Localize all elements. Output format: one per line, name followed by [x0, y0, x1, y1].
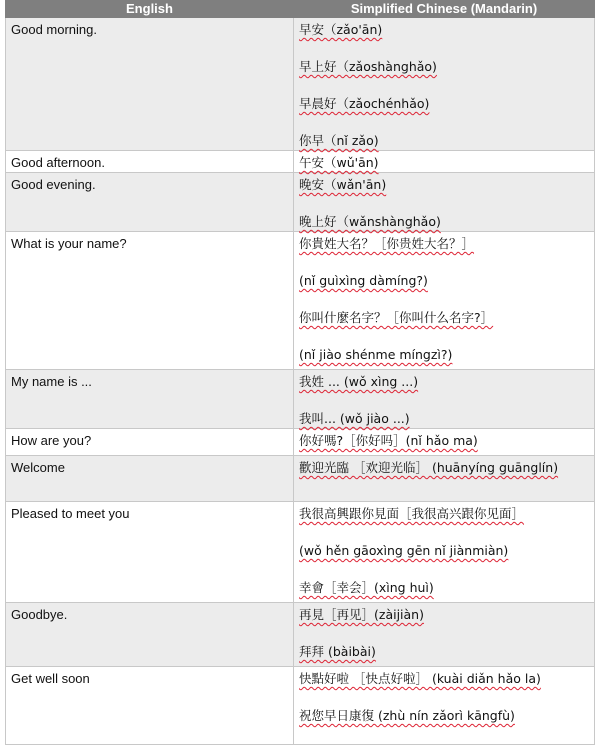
table-row: [6, 456, 595, 502]
phrase-line: (nǐ guìxìng dàmíng?): [299, 273, 428, 288]
table-row: [6, 151, 595, 173]
phrase-line: 你好嗎?［你好吗］(nǐ hǎo ma): [299, 433, 478, 448]
phrase-line: 晚安（wǎn'ān): [299, 177, 387, 192]
chinese-cell: [294, 18, 595, 151]
chinese-cell: [294, 429, 595, 456]
phrase-line: 我姓 ... (wǒ xìng ...): [299, 374, 419, 389]
english-cell: Welcome: [6, 456, 294, 502]
phrase-line: 早晨好（zǎochénhǎo): [299, 96, 430, 111]
phrase-line: (nǐ jiào shénme míngzì?): [299, 347, 453, 362]
table-row: [6, 18, 595, 151]
table-row: [6, 370, 595, 429]
phrase-line: 晚上好（wǎnshànghǎo): [299, 214, 441, 229]
english-cell: My name is ...: [6, 370, 294, 429]
chinese-cell: [294, 456, 595, 502]
phrase-line: 早上好（zǎoshànghǎo): [299, 59, 437, 74]
phrase-table: [5, 0, 595, 745]
chinese-cell: [294, 667, 595, 745]
phrase-line: 快點好啦 ［快点好啦］ (kuài diǎn hǎo la): [299, 671, 541, 686]
english-cell: Good afternoon.: [6, 151, 294, 173]
phrase-line: 午安（wǔ'ān): [299, 155, 379, 170]
phrase-line: 祝您早日康復 (zhù nín zǎorì kāngfù): [299, 708, 515, 723]
english-cell: Get well soon: [6, 667, 294, 745]
chinese-cell: [294, 370, 595, 429]
chinese-cell: [294, 502, 595, 603]
table-row: [6, 173, 595, 232]
chinese-cell: [294, 173, 595, 232]
table-row: [6, 667, 595, 745]
phrase-line: 你叫什麼名字？［你叫什么名字?］: [299, 310, 494, 325]
english-cell: Good morning.: [6, 18, 294, 151]
phrase-line: 你貴姓大名？［你贵姓大名？］: [299, 236, 475, 251]
table-row: [6, 603, 595, 667]
english-cell: Goodbye.: [6, 603, 294, 667]
phrase-line: 幸會［幸会］(xìng huì): [299, 580, 434, 595]
table-row: [6, 232, 595, 370]
header-chinese: Simplified Chinese (Mandarin): [294, 1, 595, 18]
header-english: English: [6, 1, 294, 18]
chinese-cell: [294, 232, 595, 370]
table-row: [6, 502, 595, 603]
phrase-line: 歡迎光臨 ［欢迎光临］ (huānyíng guānglín): [299, 460, 559, 475]
chinese-cell: [294, 151, 595, 173]
table-row: [6, 429, 595, 456]
chinese-cell: [294, 603, 595, 667]
phrase-line: (wǒ hěn gāoxìng gēn nǐ jiànmiàn): [299, 543, 509, 558]
phrase-line: 再見［再见］(zàijiàn): [299, 607, 424, 622]
english-cell: What is your name?: [6, 232, 294, 370]
phrase-line: 我很高興跟你見面［我很高兴跟你见面］: [299, 506, 525, 521]
english-cell: Good evening.: [6, 173, 294, 232]
phrase-line: 你早（nǐ zǎo): [299, 133, 379, 148]
phrase-line: 拜拜 (bàibài): [299, 644, 376, 659]
english-cell: Pleased to meet you: [6, 502, 294, 603]
english-cell: How are you?: [6, 429, 294, 456]
phrase-line: 我叫... (wǒ jiào ...): [299, 411, 410, 426]
phrase-line: 早安（zǎo'ān): [299, 22, 383, 37]
header-row: [6, 1, 595, 18]
